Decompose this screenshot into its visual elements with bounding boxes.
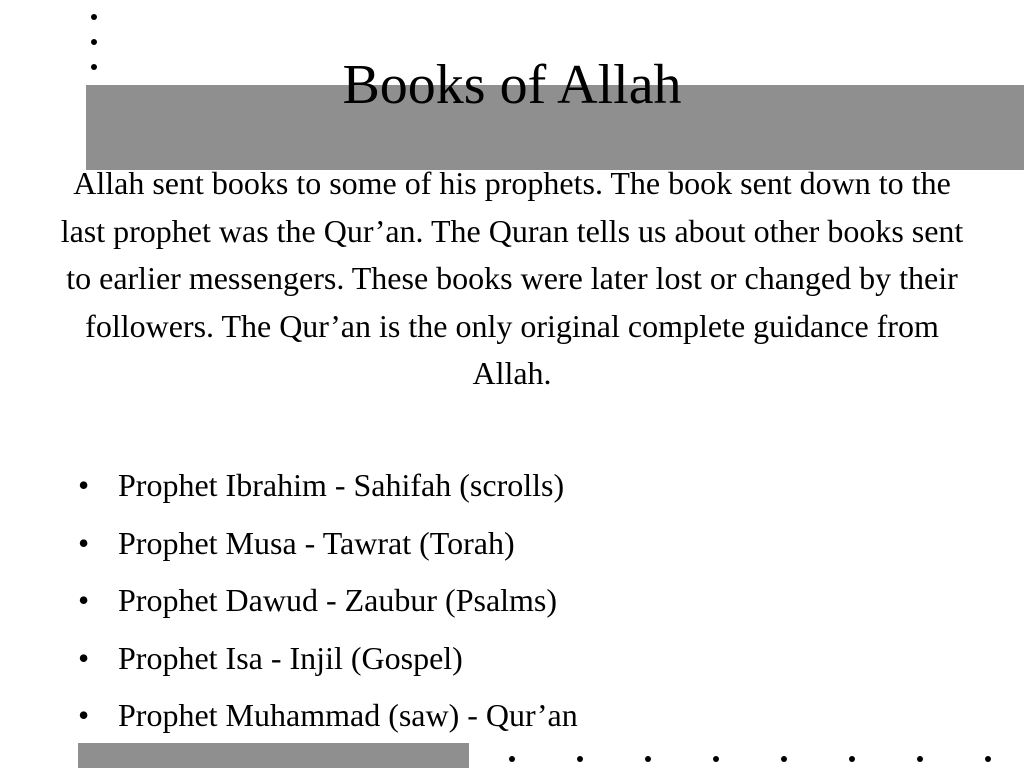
bullet-icon: • [78, 697, 90, 733]
list-item-text: Prophet Muhammad (saw) - Qur’an [118, 697, 578, 733]
slide-title: Books of Allah [342, 54, 682, 116]
bullet-icon: • [78, 467, 90, 503]
bullet-icon: • [78, 639, 90, 676]
intro-paragraph: Allah sent books to some of his prophets. The book sent down to the last prophet was the Qur’an. The Quran tells us about other books sent to earlier messengers. These books were later lost or changed by their followers. The Qur’an is the only original complete guidance from Allah. [60, 165, 964, 391]
books-list [78, 460, 978, 748]
list-item [78, 460, 978, 518]
decorative-dot [645, 756, 651, 762]
list-item-text: Prophet Ibrahim - Sahifah (scrolls) [118, 467, 565, 503]
list-item [78, 575, 978, 633]
bullet-icon: • [78, 524, 90, 561]
list-item [78, 518, 978, 576]
list-item-text: Prophet Musa - Tawrat (Torah) [118, 524, 515, 561]
list-item-text: Prophet Isa - Injil (Gospel) [118, 639, 463, 676]
decorative-dot [713, 756, 719, 762]
decorative-dot [91, 14, 97, 20]
list-item [78, 690, 978, 748]
decorative-dot [781, 756, 787, 762]
decorative-dot [985, 756, 991, 762]
decorative-dot [849, 756, 855, 762]
list-item-text: Prophet Dawud - Zaubur (Psalms) [118, 582, 558, 618]
list-item [78, 633, 978, 691]
decorative-dot [509, 756, 515, 762]
bullet-icon: • [78, 582, 90, 618]
decorative-dot [577, 756, 583, 762]
decorative-dot [91, 39, 97, 45]
decorative-dot [917, 756, 923, 762]
